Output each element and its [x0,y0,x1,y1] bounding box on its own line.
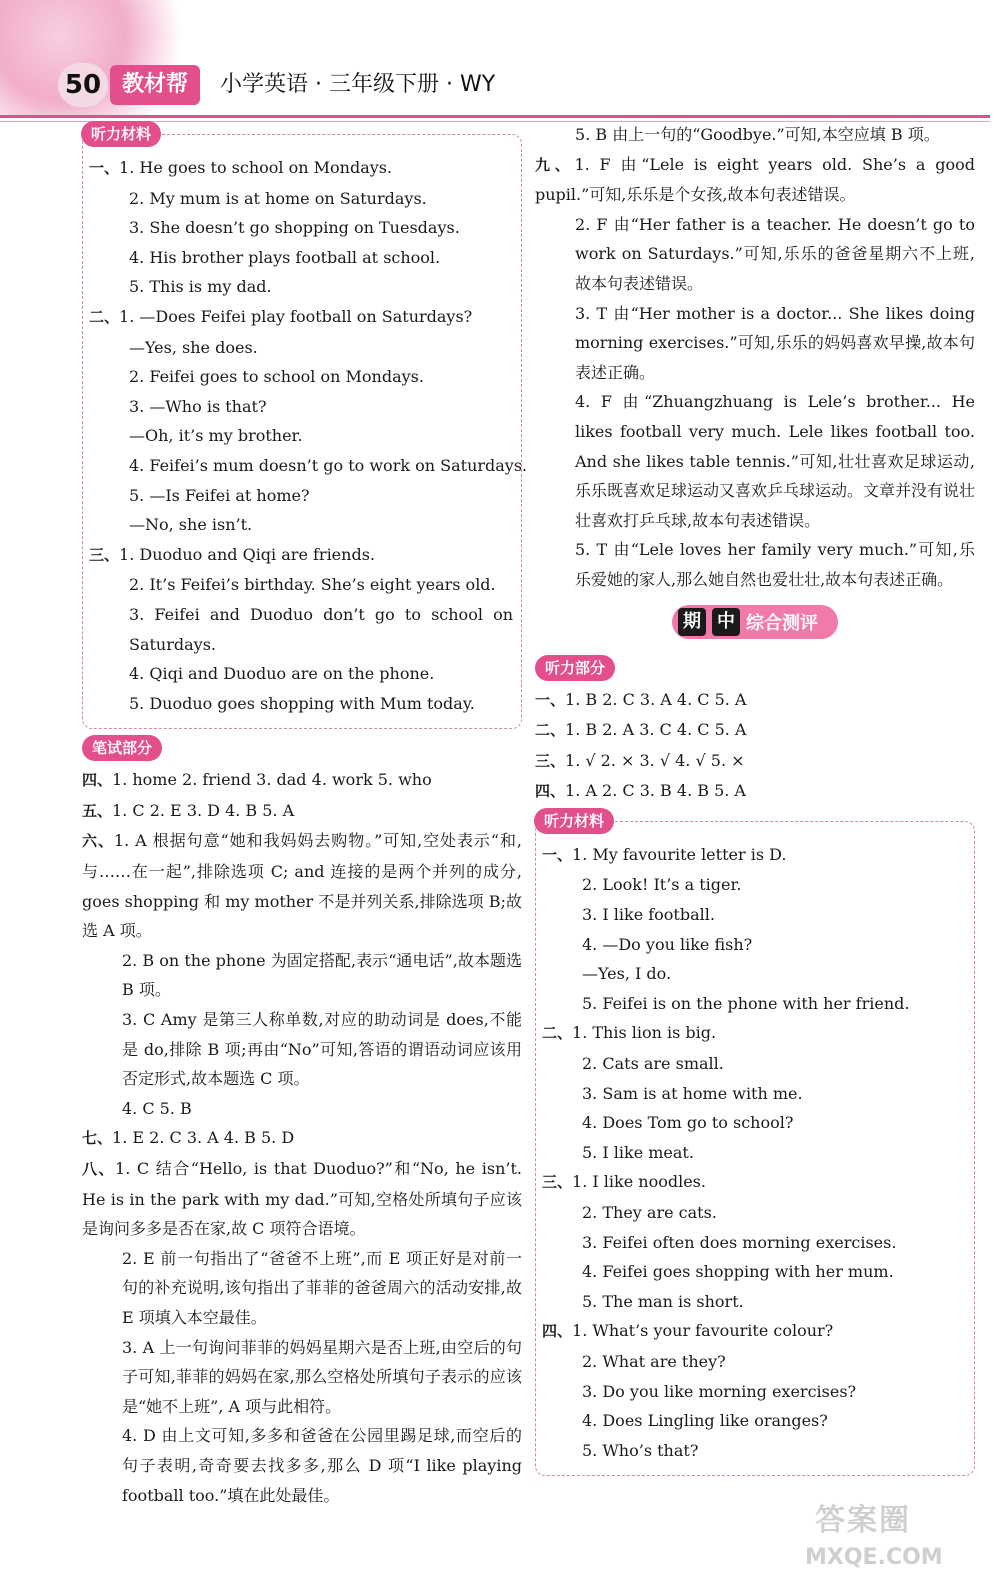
listen-section-3 [542,1167,966,1316]
explanation: 1. A 根据句意“她和我妈妈去购物。”可知,空处表示“和,与……在一起”,排除选项 C; and 连接的是两个并列的成分, goes shopping 和 my mother 不是并列关系,排除选项 B;故选 A 项。 [82,831,522,941]
list-item: 1. This lion is big. [572,1023,717,1043]
list-item: 3. Feifei and Duoduo don’t go to school on Saturdays. [129,604,513,654]
listen-section-1 [542,840,966,1019]
explanation: 2. E 前一句指出了“爸爸不上班”,而 E 项正好是对前一句的补充说明,该句指出了菲菲的爸爸周六的活动安排,故 E 项填入本空最佳。 [122,1248,522,1327]
book-title: 小学英语 · 三年级下册 · WY [220,72,496,97]
header-divider [0,115,990,118]
explanation: 3. T 由“Her mother is a doctor... She likes doing morning exercises.”可知,乐乐的妈妈喜欢早操,故本句表述正确。 [575,303,975,382]
list-item: 2. What are they? [582,1351,726,1371]
explanation: 5. T 由“Lele loves her family very much.”可知,乐乐爱她的家人,那么她自然也爱壮壮,故本句表述正确。 [575,540,975,589]
list-item: 4. Feifei’s mum doesn’t go to work on Saturdays. [129,455,528,475]
explanation: 4. F 由“Zhuangzhuang is Lele’s brother... He likes football very much. Lele likes football too. And she likes table tennis.”可知,壮壮喜欢足球运动,乐乐既喜欢足球运动又喜欢乒乓球运动。文章并没有说壮壮喜欢打乒乓球,故本句表述错误。 [575,392,976,530]
section-8 [82,1154,522,1510]
watermark [805,1495,995,1580]
listening-material-box [82,125,528,729]
list-item: 1. What’s your favourite colour? [572,1321,834,1341]
midterm-banner [535,605,975,639]
banner-char-2: 中 [712,608,740,636]
section-6 [82,826,522,1123]
list-item: 5. The man is short. [582,1291,744,1311]
written-part-tag: 笔试部分 [82,735,162,761]
list-item: 2. Look! It’s a tiger. [582,875,742,895]
list-item: 4. Does Lingling like oranges? [582,1411,828,1431]
explanation: 4. D 由上文可知,多多和爸爸在公园里踢足球,而空后的句子表明,奇奇要去找多多,那么 D 项“I like playing football too.”填在此处最佳。 [122,1426,522,1505]
list-item: 4. His brother plays football at school. [129,247,441,267]
section-number: 五、 [82,801,113,820]
list-item: 3. —Who is that? [129,396,267,416]
section-number: 一、 [535,690,566,709]
list-item: 5. Duoduo goes shopping with Mum today. [129,693,475,713]
explanation: 3. C Amy 是第三人称单数,对应的助动词是 does,不能是 do,排除 B 项;再由“No”可知,答语的谓语动词应该用否定形式,故本题选 C 项。 [122,1010,522,1089]
section-number: 一、 [542,845,573,864]
banner-char-1: 期 [678,608,706,636]
section-number: 六、 [82,832,114,851]
section-number: 二、 [89,307,120,326]
section-number: 七、 [82,1129,113,1148]
list-item: 2. Cats are small. [582,1054,724,1074]
list-item: 4. Does Tom go to school? [582,1113,794,1133]
listening-material-tag: 听力材料 [534,808,614,834]
list-item: 2. Feifei goes to school on Mondays. [129,367,424,387]
watermark-logo-text: 答案圈 [815,1503,911,1538]
listen-section-1 [89,153,513,302]
explanation: 5. B 由上一句的“Goodbye.”可知,本空应填 B 项。 [575,125,940,144]
section-number: 三、 [89,545,120,564]
brand-logo: 教材帮 [110,65,200,105]
list-item: 5. —Is Feifei at home? [129,485,310,505]
answer-line: 1. home 2. friend 3. dad 4. work 5. who [112,770,432,790]
listening-material-tag: 听力材料 [81,121,161,147]
explanation: 2. B on the phone 为固定搭配,表示“通电话”,故本题选 B 项。 [122,950,522,1000]
list-item: 1. My favourite letter is D. [572,844,787,864]
section-number: 四、 [535,782,566,801]
answer-line: 1. E 2. C 3. A 4. B 5. D [112,1128,295,1148]
section-number: 二、 [535,721,566,740]
section-number: 四、 [82,771,113,790]
answer-line: 1. √ 2. × 3. √ 4. √ 5. × [565,750,745,770]
page-header [0,55,1000,115]
list-item: 1. He goes to school on Mondays. [119,158,393,177]
list-item: —Yes, she does. [129,337,258,357]
section-number: 九、 [535,155,575,174]
list-item: 2. It’s Feifei’s birthday. She’s eight years old. [129,575,496,595]
explanation: 1. C 结合“Hello, is that Duoduo?”和“No, he isn’t. He is in the park with my dad.”可知,空格处所填句子应该是询问多多是否在家,故 C 项符合语境。 [82,1159,522,1239]
list-item: 4. Feifei goes shopping with her mum. [582,1262,894,1282]
list-item: —Yes, I do. [582,964,672,984]
list-item: 5. Who’s that? [582,1440,699,1460]
answer-line: 1. B 2. C 3. A 4. C 5. A [565,689,747,709]
list-item: 4. Qiqi and Duoduo are on the phone. [129,664,435,684]
page-number: 50 [58,63,108,107]
banner-title: 综合测评 [746,612,818,634]
listen-section-4 [542,1316,966,1465]
section-number: 三、 [542,1173,573,1192]
watermark-url: MXQE.COM [805,1545,943,1570]
explanation: 2. F 由“Her father is a teacher. He doesn’t go to work on Saturdays.”可知,乐乐的爸爸星期六不上班,故本句表述错误。 [575,214,975,293]
listening-material-box-2 [535,811,975,1476]
list-item: —No, she isn’t. [129,515,253,535]
list-item: 2. My mum is at home on Saturdays. [129,188,427,208]
left-column [82,120,528,1510]
right-column [535,120,975,1476]
answer-key [535,685,975,807]
list-item: 1. I like noodles. [572,1172,706,1192]
listening-part-tag: 听力部分 [535,655,615,681]
list-item: —Oh, it’s my brother. [129,426,303,446]
section-number: 三、 [535,751,566,770]
list-item: 1. Duoduo and Qiqi are friends. [119,544,375,564]
answer-line: 1. A 2. C 3. B 4. B 5. A [565,781,746,801]
list-item: 2. They are cats. [582,1203,717,1222]
section-number: 一、 [89,159,120,177]
list-item: 3. Do you like morning exercises? [582,1381,857,1401]
section-9 [535,150,975,595]
list-item: 1. —Does Feifei play football on Saturdays? [119,306,473,326]
answer-line: 1. C 2. E 3. D 4. B 5. A [112,800,295,820]
list-item: 3. Feifei often does morning exercises. [582,1232,897,1252]
list-item: 3. I like football. [582,905,715,925]
explanation: 4. C 5. B [122,1098,192,1118]
explanation: 3. A 上一句询问菲菲的妈妈星期六是否上班,由空后的句子可知,菲菲的妈妈在家,那么空格处所填句子表示的应该是“她不上班”, A 项与此相符。 [122,1337,522,1416]
list-item: 5. I like meat. [582,1142,694,1162]
list-item: 3. Sam is at home with me. [582,1083,803,1103]
listen-section-2 [89,302,528,540]
listen-section-2 [542,1018,966,1167]
answer-line: 1. B 2. A 3. C 4. C 5. A [565,720,747,740]
section-number: 八、 [82,1160,116,1178]
listen-section-3 [89,540,513,719]
explanation: 1. F 由“Lele is eight years old. She’s a good pupil.”可知,乐乐是个女孩,故本句表述错误。 [535,154,975,205]
list-item: 3. She doesn’t go shopping on Tuesdays. [129,218,460,238]
list-item: 5. Feifei is on the phone with her friend. [582,993,910,1013]
section-number: 二、 [542,1024,573,1043]
section-number: 四、 [542,1322,573,1341]
list-item: 5. This is my dad. [129,277,272,297]
list-item: 4. —Do you like fish? [582,934,753,954]
